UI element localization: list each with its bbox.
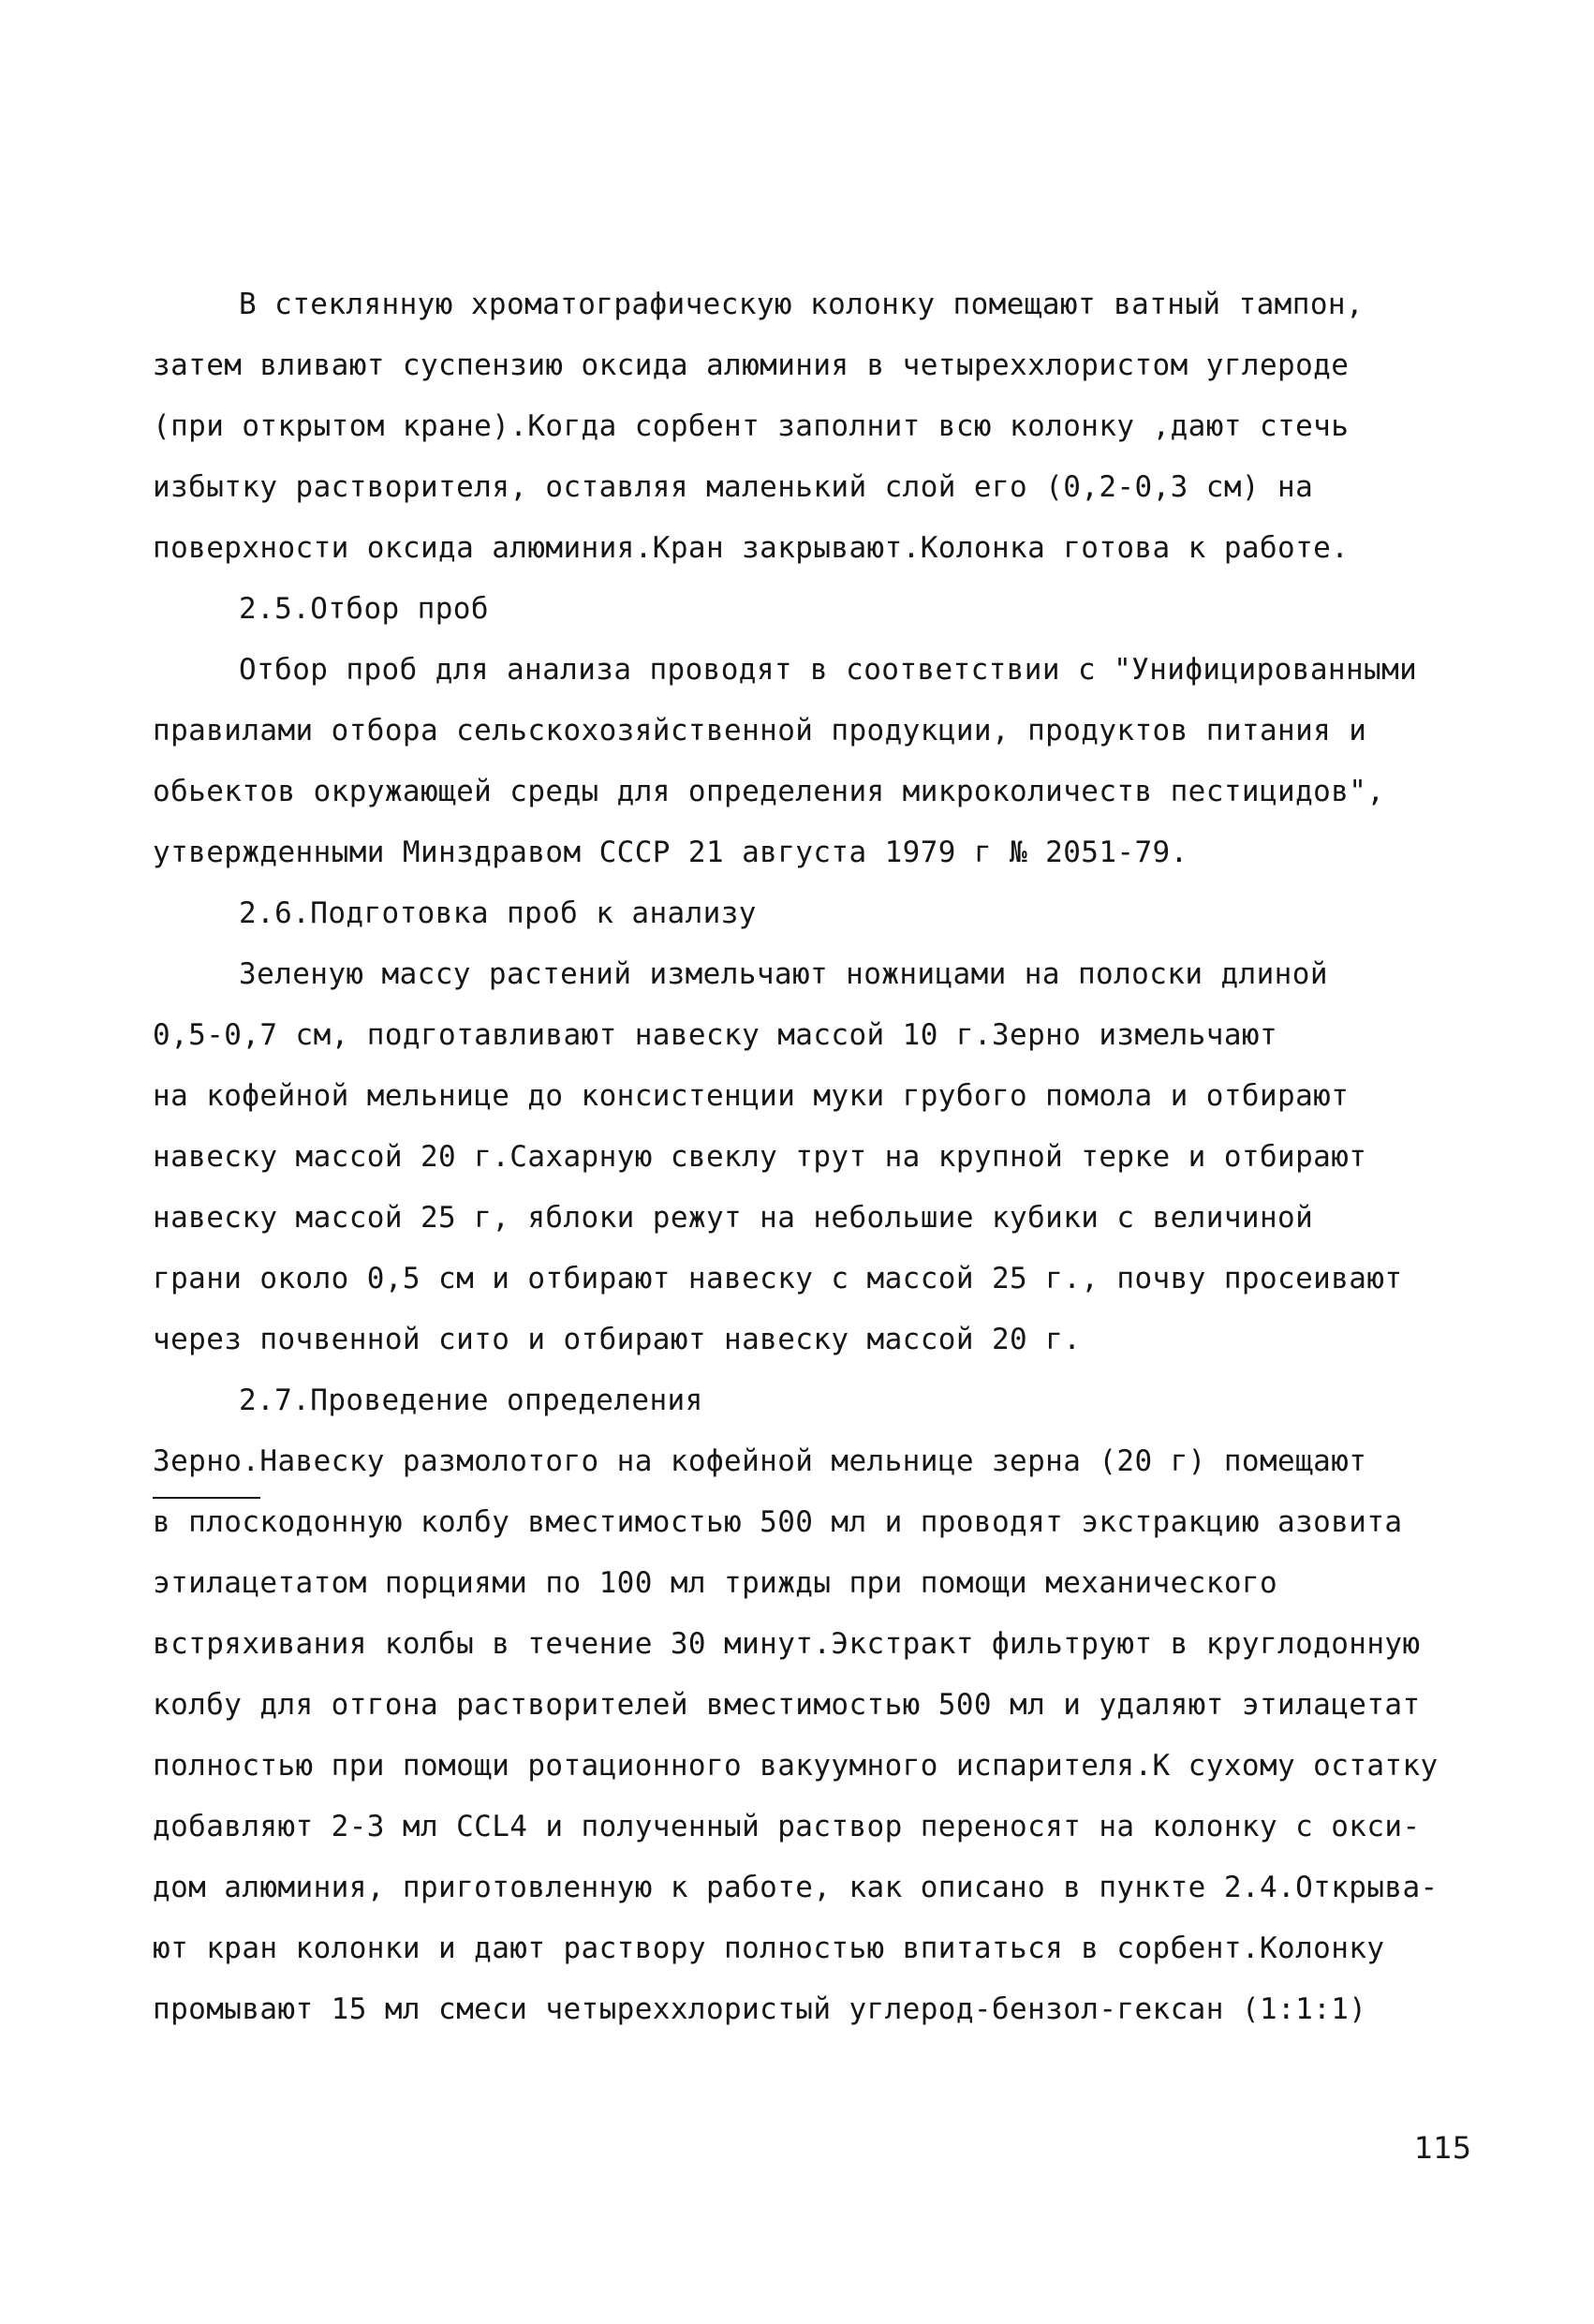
paragraph-line: этилацетатом порциями по 100 мл трижды при помощи механического [153,1566,1278,1600]
paragraph-line: 0,5-0,7 см, подготавливают навеску массой 10 г.Зерно измельчают [153,1018,1278,1052]
section-heading-2-7: 2.7.Проведение определения [239,1384,703,1417]
paragraph-line: в плоскодонную колбу вместимостью 500 мл и проводят экстракцию азовита [153,1505,1403,1539]
paragraph-line: дом алюминия, приготовленную к работе, как описано в пункте 2.4.Открыва- [153,1871,1439,1904]
paragraph-line: добавляют 2-3 мл CCL4 и полученный раствор переносят на колонку с окси- [153,1810,1421,1843]
paragraph-line: Зерно.Навеску размолотого на кофейной мельнице зерна (20 г) помещают [153,1444,1367,1478]
paragraph-line: навеску массой 20 г.Сахарную свеклу трут на крупной терке и отбирают [153,1140,1367,1174]
paragraph-line: полностью при помощи ротационного вакуумного испарителя.К сухому остатку [153,1749,1439,1783]
section-heading-2-6: 2.6.Подготовка проб к анализу [239,896,757,930]
paragraph-line: колбу для отгона растворителей вместимостью 500 мл и удаляют этилацетат [153,1688,1421,1722]
paragraph-line: на кофейной мельнице до консистенции муки грубого помола и отбирают [153,1079,1350,1113]
paragraph-line: промывают 15 мл смеси четыреххлористый углерод-бензол-гексан (1:1:1) [153,1992,1367,2026]
paragraph-line: встряхивания колбы в течение 30 минут.Экстракт фильтруют в круглодонную [153,1627,1421,1661]
paragraph-line: поверхности оксида алюминия.Кран закрывают.Колонка готова к работе. [153,531,1350,565]
section-heading-2-5: 2.5.Отбор проб [239,592,489,626]
paragraph-line: правилами отбора сельскохозяйственной продукции, продуктов питания и [153,714,1367,748]
paragraph-line: ют кран колонки и дают раствору полностью впитаться в сорбент.Колонку [153,1932,1385,1965]
paragraph-line: затем вливают суспензию оксида алюминия в четыреххлористом углероде [153,348,1350,382]
paragraph-line: через почвенной сито и отбирают навеску массой 20 г. [153,1323,1082,1356]
paragraph-line: избытку растворителя, оставляя маленький слой его (0,2-0,3 см) на [153,470,1314,504]
paragraph-line: Отбор проб для анализа проводят в соответствии с "Унифицированными [239,653,1418,687]
paragraph-line: Зеленую массу растений измельчают ножницами на полоски длиной [239,957,1328,991]
paragraph-line: (при открытом кране).Когда сорбент заполнит всю колонку ,дают стечь [153,409,1350,443]
underline-mark [153,1497,260,1499]
paragraph-line: навеску массой 25 г, яблоки режут на небольшие кубики с величиной [153,1201,1314,1235]
paragraph-line: В стеклянную хроматографическую колонку помещают ватный тампон, [239,288,1365,321]
paragraph-line: утвержденными Минздравом СССР 21 августа 1979 г № 2051-79. [153,836,1188,869]
paragraph-line: обьектов окружающей среды для определения микроколичеств пестицидов", [153,775,1385,808]
paragraph-line: грани около 0,5 см и отбирают навеску с массой 25 г., почву просеивают [153,1262,1403,1295]
page-number: 115 [1414,2130,1472,2166]
